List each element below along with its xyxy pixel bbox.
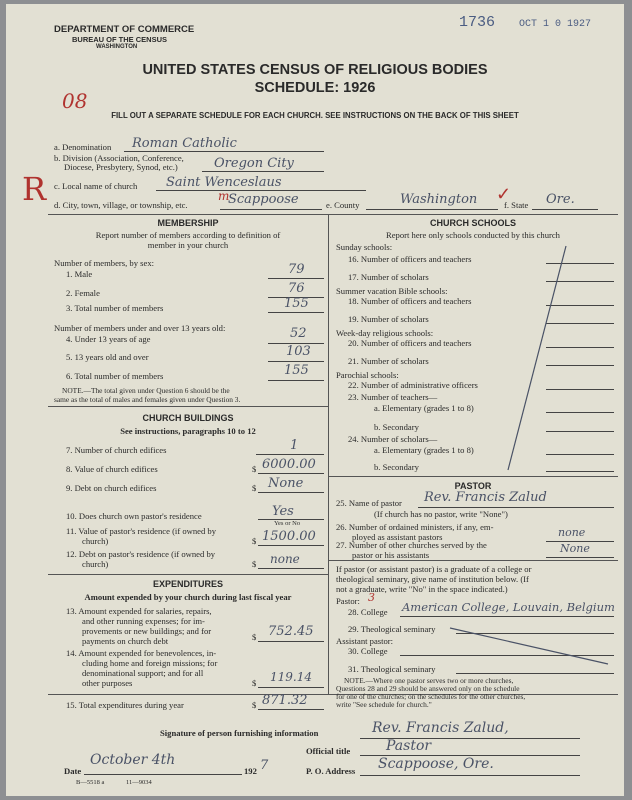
form-title: UNITED STATES CENSUS OF RELIGIOUS BODIES	[142, 62, 488, 78]
age-heading: Number of members under and over 13 years old:	[54, 323, 226, 333]
city-red-mark: m	[218, 189, 230, 203]
q11-value[interactable]: 1500.00	[262, 529, 316, 544]
q6-underline	[268, 380, 324, 381]
date-label: Date	[64, 766, 82, 776]
q10-hint: Yes or No	[274, 520, 301, 527]
local-name-underline	[156, 190, 366, 191]
red-code-mark: 08	[62, 89, 88, 113]
q13-label-4: payments on church debt	[82, 636, 169, 646]
q27-underline	[546, 557, 614, 558]
membership-heading: MEMBERSHIP	[157, 218, 219, 228]
q11-underline	[258, 545, 324, 546]
q12-label-1: 12. Debt on pastor's residence (if owned by	[66, 549, 216, 559]
q4-label: 4. Under 13 years of age	[66, 334, 151, 344]
q11-label-1: 11. Value of pastor's residence (if owned by	[66, 526, 216, 536]
form-subtitle: SCHEDULE: 1926	[254, 80, 376, 96]
summer-schools-label: Summer vacation Bible schools:	[336, 286, 448, 296]
county-value[interactable]: Washington	[400, 192, 478, 207]
division-underline	[202, 171, 324, 172]
membership-note-2: same as the total of males and females given under Question 3.	[54, 395, 241, 404]
bureau-label: BUREAU OF THE CENSUS	[72, 35, 168, 44]
q14-dollar: $	[252, 678, 257, 688]
denomination-label: a. Denomination	[54, 142, 112, 152]
form-number: B—5518 a	[76, 779, 105, 786]
schools-bottom-rule	[328, 476, 618, 477]
po-address-underline	[360, 775, 580, 776]
po-address-value[interactable]: Scappoose, Ore.	[378, 756, 494, 772]
denomination-value[interactable]: Roman Catholic	[132, 136, 237, 151]
q28-underline	[400, 616, 614, 617]
q3-label: 3. Total number of members	[66, 303, 164, 313]
pastor-bottom-rule	[328, 560, 618, 561]
buildings-sub: See instructions, paragraphs 10 to 12	[120, 426, 256, 436]
po-address-label: P. O. Address	[306, 766, 356, 776]
section-divider-top	[48, 214, 618, 215]
q22-label: 22. Number of administrative officers	[348, 380, 478, 390]
q25-label: 25. Name of pastor	[336, 498, 402, 508]
q13-underline	[258, 641, 324, 642]
q7-label: 7. Number of church edifices	[66, 445, 167, 455]
q17-label: 17. Number of scholars	[348, 272, 429, 282]
parochial-schools-label: Parochial schools:	[336, 370, 399, 380]
q7-value[interactable]: 1	[290, 438, 299, 453]
q9-value[interactable]: None	[268, 476, 304, 491]
graduate-note-2: theological seminary, give name of institution below. (If	[336, 574, 529, 584]
stamp-date: OCT 1 0 1927	[519, 19, 592, 30]
q15-dollar: $	[252, 700, 257, 710]
signature-value[interactable]: Rev. Francis Zalud,	[372, 720, 509, 736]
q16-label: 16. Number of officers and teachers	[348, 254, 472, 264]
expenditures-heading: EXPENDITURES	[152, 579, 223, 589]
graduate-note-3: not a graduate, write "No" in the space indicated.)	[336, 584, 508, 594]
q14-label-2: cluding home and foreign missions; for	[82, 658, 218, 668]
q13-value[interactable]: 752.45	[268, 624, 314, 639]
q26-label-2: ployed as assistant pastors	[352, 532, 443, 542]
division-label-1: b. Division (Association, Conference,	[54, 153, 184, 163]
q20-label: 20. Number of officers and teachers	[348, 338, 472, 348]
q25-instruction: (If church has no pastor, write "None")	[374, 509, 508, 519]
q1-value[interactable]: 79	[288, 262, 305, 277]
membership-intro-2: member in your church	[147, 240, 229, 250]
q13-dollar: $	[252, 632, 257, 642]
column-divider	[328, 214, 329, 694]
schools-strike-through	[496, 244, 596, 474]
city-town-underline	[220, 209, 322, 210]
q6-label: 6. Total number of members	[66, 371, 164, 381]
q12-underline	[258, 568, 324, 569]
membership-note-1: NOTE.—The total given under Question 6 should be the	[62, 386, 230, 395]
division-label-2: Diocese, Presbytery, Synod, etc.)	[64, 162, 178, 172]
pastor-heading: PASTOR	[454, 481, 492, 491]
county-underline	[366, 209, 498, 210]
q27-value[interactable]: None	[560, 542, 590, 555]
q29-label: 29. Theological seminary	[348, 624, 436, 634]
schools-sub: Report here only schools conducted by this church	[386, 230, 560, 240]
q8-label: 8. Value of church edifices	[66, 464, 158, 474]
q24b-label: b. Secondary	[374, 462, 419, 472]
q23b-label: b. Secondary	[374, 422, 419, 432]
official-title-value[interactable]: Pastor	[386, 738, 432, 754]
members-by-sex-label: Number of members, by sex:	[54, 258, 154, 268]
county-red-check: ✓	[496, 184, 512, 205]
q4-value[interactable]: 52	[290, 326, 307, 341]
pastor-note-2: Questions 28 and 29 should be answered only on the schedule	[336, 684, 520, 693]
state-value[interactable]: Ore.	[546, 192, 575, 207]
department-label: DEPARTMENT OF COMMERCE	[54, 24, 195, 35]
q13-label-2: and other running expenses; for im-	[82, 616, 205, 626]
date-underline	[84, 774, 242, 775]
q9-label: 9. Debt on church edifices	[66, 483, 157, 493]
q27-label-1: 27. Number of other churches served by the	[336, 540, 487, 550]
q19-label: 19. Number of scholars	[348, 314, 429, 324]
city-town-label: d. City, town, village, or township, etc.	[54, 200, 188, 210]
q10-label: 10. Does church own pastor's residence	[66, 511, 202, 521]
q26-label-1: 26. Number of ordained ministers, if any, em-	[336, 522, 494, 532]
q14-label-3: denominational support; and for all	[82, 668, 204, 678]
q8-dollar: $	[252, 464, 257, 474]
q11-dollar: $	[252, 536, 257, 546]
assistant-strike-through	[446, 620, 616, 676]
q7-underline	[256, 454, 324, 455]
q28-label: 28. College	[348, 607, 388, 617]
footer-top-rule	[48, 694, 618, 695]
q5-label: 5. 13 years old and over	[66, 352, 149, 362]
q13-label-3: provements or new buildings; and for	[82, 626, 212, 636]
q26-value[interactable]: none	[558, 526, 586, 539]
year-value[interactable]: 7	[260, 758, 269, 773]
schools-heading: CHURCH SCHOOLS	[429, 218, 516, 228]
pastor-note-4: write "See schedule for church."	[336, 700, 432, 709]
q21-label: 21. Number of scholars	[348, 356, 429, 366]
pastor-note-3: for one of the churches; on the schedules for the other churches,	[336, 692, 526, 701]
state-underline	[532, 209, 598, 210]
q27-label-2: pastor or his assistants	[352, 550, 430, 560]
q15-label: 15. Total expenditures during year	[66, 700, 184, 710]
pastor-red-mark: 3	[368, 591, 375, 604]
q10-value[interactable]: Yes	[272, 504, 294, 519]
q18-label: 18. Number of officers and teachers	[348, 296, 472, 306]
q12-label-2: church)	[82, 559, 109, 569]
q9-dollar: $	[252, 483, 257, 493]
official-title-label: Official title	[306, 746, 351, 756]
q12-value[interactable]: none	[270, 552, 300, 566]
q12-dollar: $	[252, 559, 257, 569]
q11-label-2: church)	[82, 536, 109, 546]
q1-label: 1. Male	[66, 269, 93, 279]
q23-label: 23. Number of teachers—	[348, 392, 438, 402]
date-value[interactable]: October 4th	[90, 752, 176, 768]
pastor-note-1: NOTE.—Where one pastor serves two or more churches,	[344, 676, 514, 685]
q5-value[interactable]: 103	[286, 344, 311, 359]
print-number: 11—9034	[126, 779, 152, 786]
q2-value[interactable]: 76	[288, 281, 305, 296]
city-town-value[interactable]: Scappoose	[228, 192, 299, 207]
separate-schedule-instruction: FILL OUT A SEPARATE SCHEDULE FOR EACH CHURCH. SEE INSTRUCTIONS ON THE BACK OF THIS SHEET	[111, 111, 519, 120]
membership-intro-1: Report number of members according to definition of	[95, 230, 281, 240]
graduate-note-1: If pastor (or assistant pastor) is a graduate of a college or	[336, 564, 532, 574]
census-schedule-sheet	[6, 4, 624, 796]
red-r-mark: R	[22, 170, 47, 208]
q14-label-1: 14. Amount expended for benevolences, in-	[66, 648, 217, 658]
q13-label-1: 13. Amount expended for salaries, repairs,	[66, 606, 212, 616]
q28-value[interactable]: American College, Louvain, Belgium	[402, 600, 615, 614]
denomination-underline	[124, 151, 324, 152]
division-value[interactable]: Oregon City	[214, 156, 294, 171]
local-name-value[interactable]: Saint Wenceslaus	[166, 175, 282, 190]
q8-value[interactable]: 6000.00	[262, 457, 316, 472]
q31-label: 31. Theological seminary	[348, 664, 436, 674]
local-name-label: c. Local name of church	[54, 181, 138, 191]
city-label: WASHINGTON	[96, 44, 138, 50]
sunday-schools-label: Sunday schools:	[336, 242, 393, 252]
q9-underline	[258, 492, 324, 493]
q23a-label: a. Elementary (grades 1 to 8)	[374, 403, 474, 413]
q3-underline	[268, 312, 324, 313]
membership-bottom-rule	[48, 406, 328, 407]
signature-label: Signature of person furnishing information	[160, 728, 319, 738]
county-label: e. County	[326, 200, 360, 210]
q6-value[interactable]: 155	[284, 363, 309, 378]
buildings-bottom-rule	[48, 574, 328, 575]
year-prefix: 192	[244, 766, 257, 776]
q15-value[interactable]: 871.32	[262, 693, 308, 708]
q24a-label: a. Elementary (grades 1 to 8)	[374, 445, 474, 455]
weekday-schools-label: Week-day religious schools:	[336, 328, 434, 338]
pastor-sub-label: Pastor:	[336, 596, 360, 606]
q25-underline	[418, 507, 614, 508]
q15-underline	[258, 709, 324, 710]
q1-underline	[268, 278, 324, 279]
q8-underline	[258, 473, 324, 474]
stamp-number: 1736	[459, 14, 496, 31]
q24-label: 24. Number of scholars—	[348, 434, 438, 444]
buildings-heading: CHURCH BUILDINGS	[142, 413, 234, 423]
q14-value[interactable]: 119.14	[270, 670, 312, 684]
state-label: f. State	[504, 200, 529, 210]
expenditures-sub: Amount expended by your church during last fiscal year	[84, 592, 292, 602]
q14-underline	[258, 687, 324, 688]
q25-value[interactable]: Rev. Francis Zalud	[424, 490, 547, 505]
q14-label-4: other purposes	[82, 678, 133, 688]
q5-underline	[268, 361, 324, 362]
assistant-pastor-label: Assistant pastor:	[336, 636, 394, 646]
q2-label: 2. Female	[66, 288, 100, 298]
q3-value[interactable]: 155	[284, 296, 309, 311]
q30-label: 30. College	[348, 646, 388, 656]
